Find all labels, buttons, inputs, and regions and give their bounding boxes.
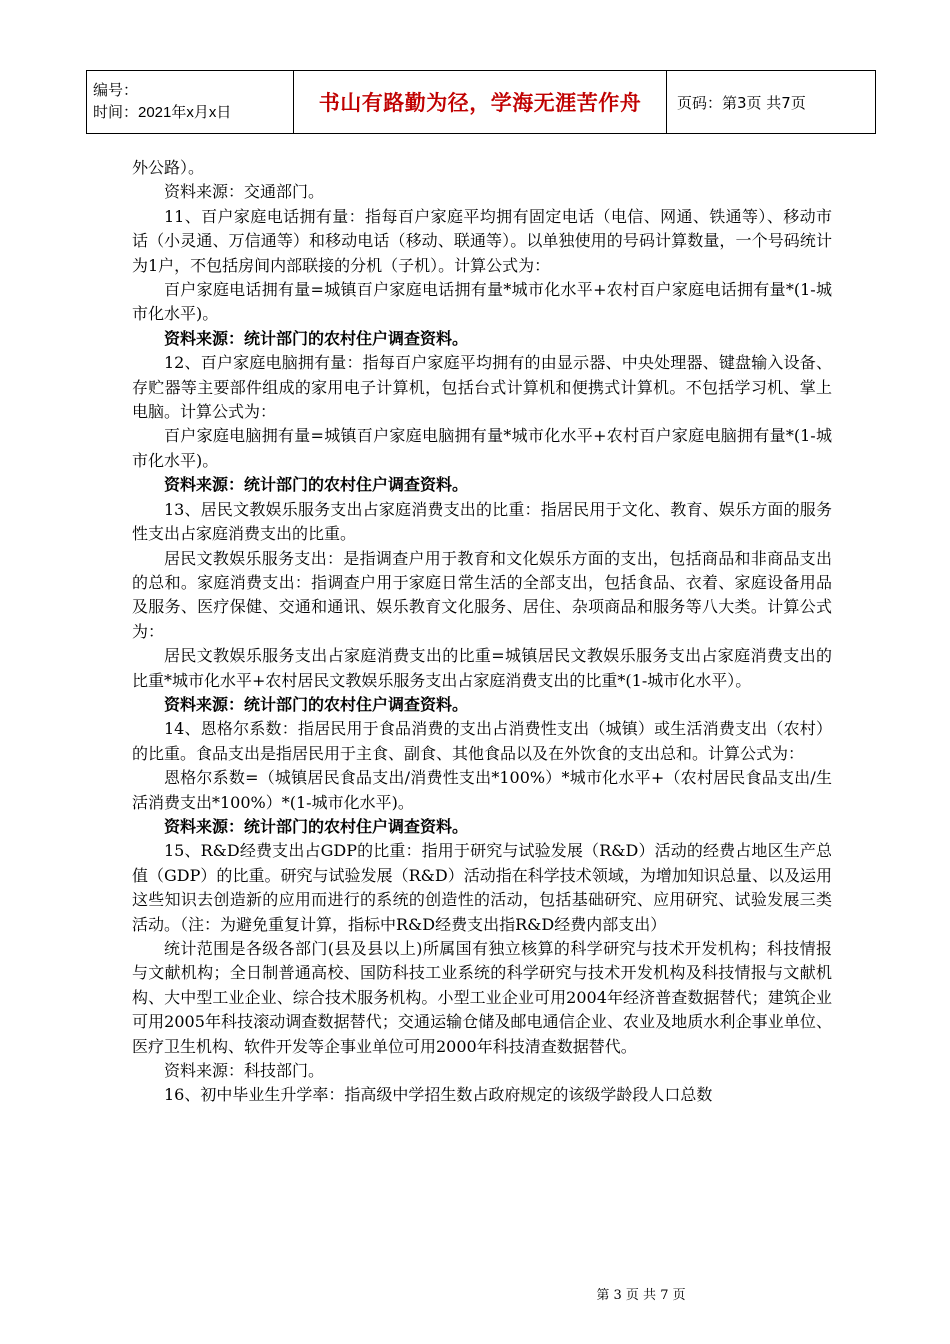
paragraph: 统计范围是各级各部门(县及县以上)所属国有独立核算的科学研究与技术开发机构；科技情报与文献机构；全日制普通高校、国防科技工业系统的科学研究与技术开发机构及科技情报与文献机构、大中型工业企业、综合技术服务机构。小型工业企业可用2004年经济普查数据替代；建筑企业可用2005年科技滚动调查数据替代；交通运输仓储及邮电通信企业、农业及地质水利企事业单位、医疗卫生机构、软件开发等企事业单位可用2000年科技清查数据替代。 bbox=[132, 939, 832, 1056]
paragraph: 恩格尔系数=（城镇居民食品支出/消费性支出*100%）*城市化水平+（农村居民食品支出/生活消费支出*100%）*(1-城市化水平)。 bbox=[132, 768, 832, 812]
document-header bbox=[86, 70, 876, 134]
paragraph: 15、R&D经费支出占GDP的比重：指用于研究与试验发展（R&D）活动的经费占地区生产总值（GDP）的比重。研究与试验发展（R&D）活动指在科学技术领域，为增加知识总量、以及运用这些知识去创造新的应用而进行的系统的创造性的活动，包括基础研究、应用研究、试验发展三类活动。（注：为避免重复计算，指标中R&D经费支出指R&D经费内部支出） bbox=[132, 841, 832, 934]
paragraph: 外公路）。 bbox=[132, 158, 205, 177]
paragraph: 16、初中毕业生升学率：指高级中学招生数占政府规定的该级学龄段人口总数 bbox=[164, 1085, 713, 1105]
document-body bbox=[132, 156, 832, 1108]
page-footer bbox=[0, 1284, 950, 1303]
footer-page-number: 第 3 页 共 7 页 bbox=[596, 1288, 686, 1303]
paragraph: 12、百户家庭电脑拥有量：指每百户家庭平均拥有的由显示器、中央处理器、键盘输入设备、存贮器等主要部件组成的家用电子计算机，包括台式计算机和便携式计算机。不包括学习机、掌上电脑。计算公式为： bbox=[132, 353, 832, 422]
paragraph: 资料来源：统计部门的农村住户调查资料。 bbox=[164, 475, 469, 495]
paragraph: 居民文教娱乐服务支出占家庭消费支出的比重=城镇居民文教娱乐服务支出占家庭消费支出的比重*城市化水平+农村居民文教娱乐服务支出占家庭消费支出的比重*(1-城市化水平）。 bbox=[132, 646, 832, 690]
paragraph: 资料来源：统计部门的农村住户调查资料。 bbox=[164, 816, 469, 836]
paragraph: 资料来源：统计部门的农村住户调查资料。 bbox=[164, 694, 469, 714]
document-number-label: 编号： bbox=[93, 82, 139, 99]
paragraph: 13、居民文教娱乐服务支出占家庭消费支出的比重：指居民用于文化、教育、娱乐方面的服务性支出占家庭消费支出的比重。 bbox=[132, 499, 832, 544]
paragraph: 资料来源：统计部门的农村住户调查资料。 bbox=[164, 328, 469, 348]
paragraph: 资料来源：科技部门。 bbox=[164, 1061, 325, 1081]
paragraph: 居民文教娱乐服务支出：是指调查户用于教育和文化娱乐方面的支出，包括商品和非商品支出的总和。家庭消费支出：指调查户用于家庭日常生活的全部支出，包括食品、衣着、家庭设备用品及服务、医疗保健、交通和通讯、娱乐教育文化服务、居住、杂项商品和服务等八大类。计算公式为： bbox=[132, 548, 832, 641]
header-motto: 书山有路勤为径，学海无涯苦作舟 bbox=[294, 71, 667, 134]
header-meta-cell bbox=[87, 71, 294, 134]
paragraph: 资料来源：交通部门。 bbox=[164, 182, 325, 202]
paragraph: 百户家庭电话拥有量=城镇百户家庭电话拥有量*城市化水平+农村百户家庭电话拥有量*(1-城市化水平)。 bbox=[132, 280, 832, 324]
paragraph: 百户家庭电脑拥有量=城镇百户家庭电脑拥有量*城市化水平+农村百户家庭电脑拥有量*(1-城市化水平)。 bbox=[132, 426, 832, 470]
document-time-label: 时间：2021年x月x日 bbox=[93, 104, 232, 121]
header-page-label: 页码：第3页 共7页 bbox=[667, 71, 876, 134]
paragraph: 14、恩格尔系数：指居民用于食品消费的支出占消费性支出（城镇）或生活消费支出（农村）的比重。食品支出是指居民用于主食、副食、其他食品以及在外饮食的支出总和。计算公式为： bbox=[132, 719, 832, 763]
paragraph: 11、百户家庭电话拥有量：指每百户家庭平均拥有固定电话（电信、网通、铁通等）、移动市话（小灵通、万信通等）和移动电话（移动、联通等）。以单独使用的号码计算数量，一个号码统计为1户，不包括房间内部联接的分机（子机）。计算公式为： bbox=[132, 206, 832, 275]
